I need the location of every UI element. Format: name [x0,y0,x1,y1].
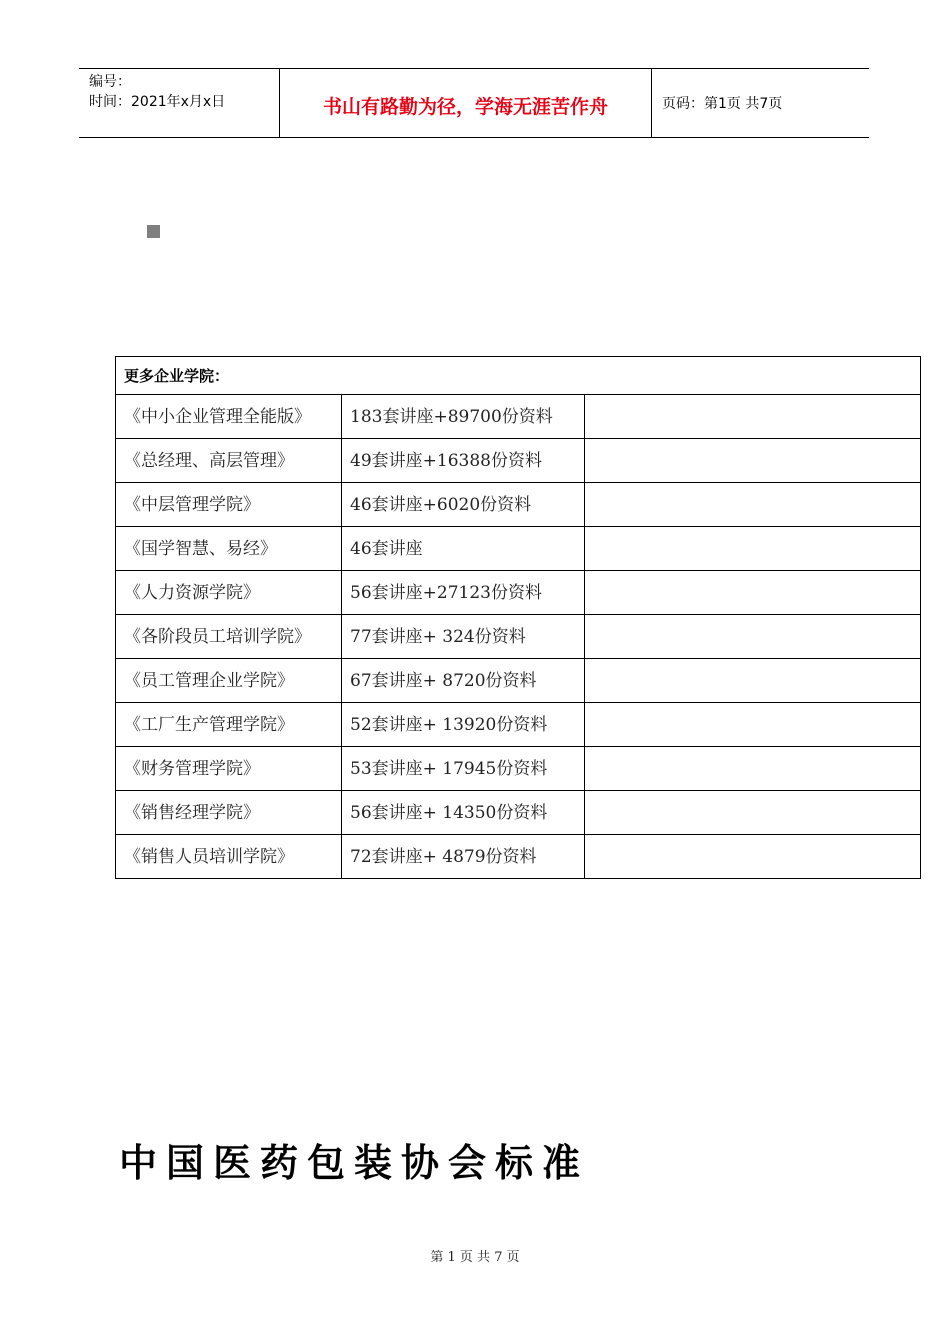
bullet-square-icon [147,225,160,238]
table-row [116,791,921,835]
course-name: 《销售经理学院》 [116,791,342,835]
document-title: 中国医药包装协会标准 [119,1140,590,1185]
course-content: 46套讲座+6020份资料 [342,483,585,527]
table-row [116,439,921,483]
course-name: 《国学智慧、易经》 [116,527,342,571]
course-content: 183套讲座+89700份资料 [342,395,585,439]
course-content: 56套讲座+ 14350份资料 [342,791,585,835]
course-name: 《员工管理企业学院》 [116,659,342,703]
course-extra [585,527,921,571]
course-name: 《人力资源学院》 [116,571,342,615]
table-row [116,703,921,747]
table-row [116,615,921,659]
table-heading: 更多企业学院： [116,357,921,395]
document-time-label: 时间：2021年x月x日 [89,94,226,110]
course-extra [585,659,921,703]
course-content: 77套讲座+ 324份资料 [342,615,585,659]
course-name: 《总经理、高层管理》 [116,439,342,483]
course-extra [585,791,921,835]
course-extra [585,703,921,747]
course-table [115,356,921,879]
table-row [116,527,921,571]
course-extra [585,835,921,879]
page-header [79,68,869,138]
header-motto: 书山有路勤为径，学海无涯苦作舟 [280,69,652,137]
course-extra [585,747,921,791]
course-content: 53套讲座+ 17945份资料 [342,747,585,791]
table-row [116,571,921,615]
course-extra [585,395,921,439]
course-name: 《各阶段员工培训学院》 [116,615,342,659]
page-footer: 第 1 页 共 7 页 [430,1250,520,1265]
course-content: 49套讲座+16388份资料 [342,439,585,483]
course-content: 56套讲座+27123份资料 [342,571,585,615]
course-content: 52套讲座+ 13920份资料 [342,703,585,747]
table-row [116,483,921,527]
header-meta [79,69,280,137]
document-number-label: 编号： [89,74,131,90]
course-extra [585,571,921,615]
course-extra [585,439,921,483]
course-extra [585,483,921,527]
course-content: 67套讲座+ 8720份资料 [342,659,585,703]
table-row [116,659,921,703]
table-row [116,747,921,791]
course-content: 72套讲座+ 4879份资料 [342,835,585,879]
course-name: 《销售人员培训学院》 [116,835,342,879]
header-page-indicator: 页码：第1页 共7页 [662,96,783,112]
course-extra [585,615,921,659]
table-heading-row [116,357,921,395]
course-name: 《中小企业管理全能版》 [116,395,342,439]
table-row [116,395,921,439]
course-name: 《工厂生产管理学院》 [116,703,342,747]
course-name: 《财务管理学院》 [116,747,342,791]
table-row [116,835,921,879]
course-name: 《中层管理学院》 [116,483,342,527]
course-content: 46套讲座 [342,527,585,571]
